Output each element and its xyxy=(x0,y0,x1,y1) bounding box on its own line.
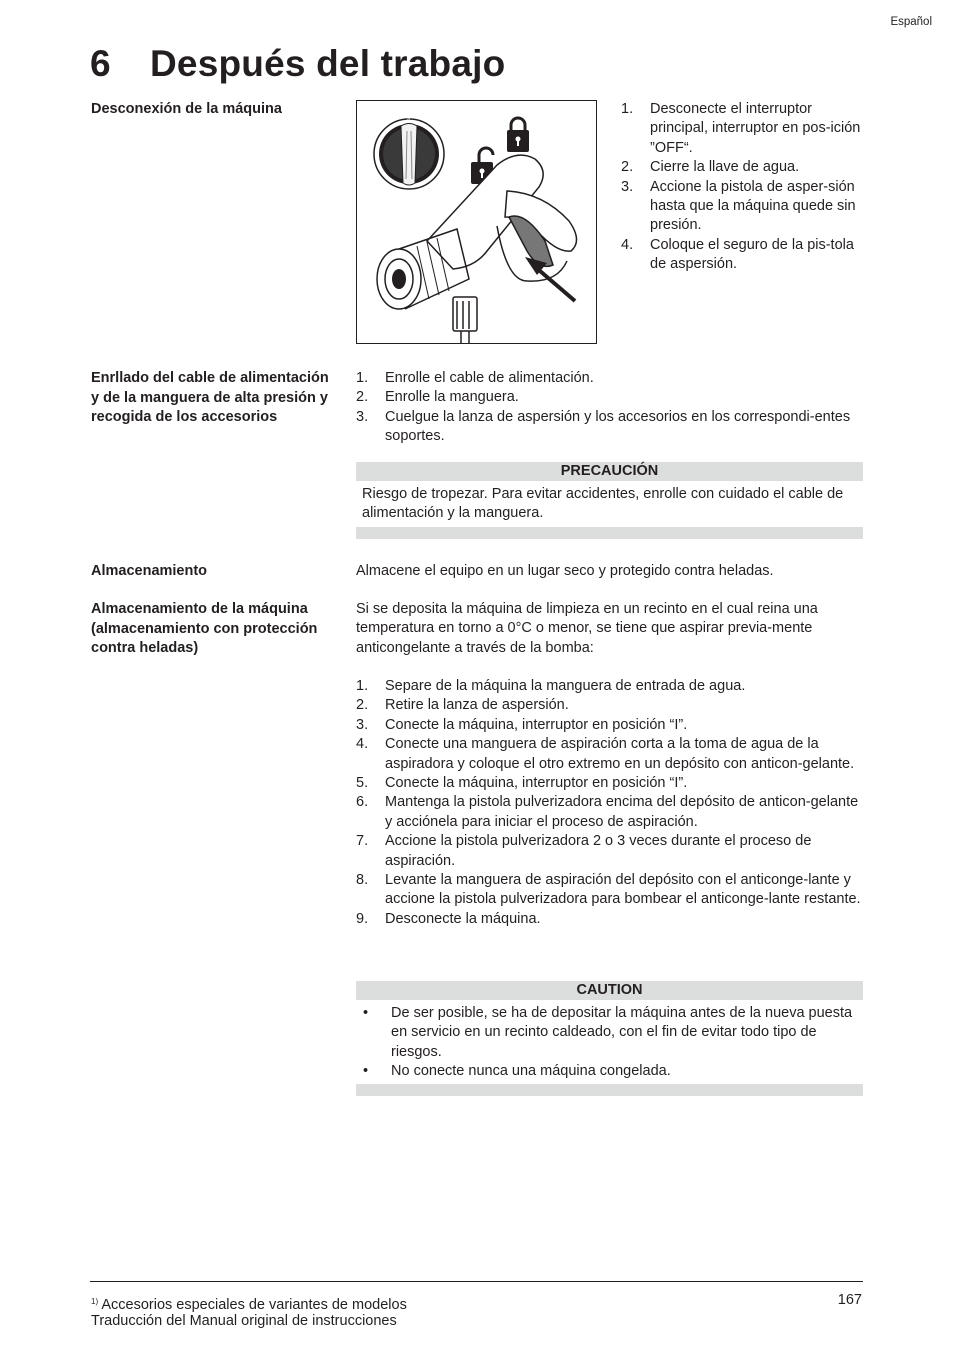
section-heading-frost: Almacenamiento de la máquina (almacenamiento con protección contra heladas) xyxy=(91,601,318,656)
list-item: 8. Levante la manguera de aspiración del depósito con el anticonge-lante y accione la pistola pulverizadora para bombear el anticonge-lante restante. xyxy=(356,872,861,908)
caution-title: CAUTION xyxy=(356,981,863,1000)
list-item: 3. Conecte la máquina, interruptor en posición “I”. xyxy=(356,716,688,733)
svg-text:0: 0 xyxy=(407,119,411,125)
spray-gun-figure xyxy=(356,100,597,344)
main-switch-icon xyxy=(374,119,444,189)
footer-rule xyxy=(90,1281,863,1282)
footnote-mark: 1) xyxy=(91,1297,99,1306)
list-item: 6. Mantenga la pistola pulverizadora encima del depósito de anticon-gelante y acciónela para iniciar el proceso de aspiración. xyxy=(356,794,859,830)
list-item: 1. Desconecte el interruptor principal, interruptor en pos-ición ”OFF“. xyxy=(621,101,861,156)
coiling-list xyxy=(356,369,866,447)
coiling-steps xyxy=(356,369,866,447)
disconnect-list xyxy=(621,100,861,275)
list-item: 2. Enrolle la manguera. xyxy=(356,389,519,406)
list-item: 1. Separe de la máquina la manguera de entrada de agua. xyxy=(356,678,746,694)
chapter-title: Después del trabajo xyxy=(150,43,506,84)
disconnect-steps xyxy=(621,100,861,275)
lock-closed-icon xyxy=(507,118,529,152)
list-item: 9. Desconecte la máquina. xyxy=(356,910,541,927)
language-label: Español xyxy=(890,16,932,28)
storage-text: Almacene el equipo en un lugar seco y protegido contra heladas. xyxy=(356,563,774,579)
list-item: • De ser posible, se ha de depositar la máquina antes de la nueva puesta en servicio en un recinto caldeado, con el fin de evitar todo tipo de riesgos. xyxy=(363,1005,853,1060)
spray-gun-body xyxy=(427,155,577,281)
list-item: 3. Accione la pistola de asper-sión hasta que la máquina quede sin presión. xyxy=(621,178,856,234)
frost-list xyxy=(356,677,867,929)
warning-text: Riesgo de tropezar. Para evitar accidentes, enrolle con cuidado el cable de alimentación y la manguera. xyxy=(362,486,844,522)
footnote-text: Accesorios especiales de variantes de modelos xyxy=(101,1297,407,1313)
section-heading-disconnect: Desconexión de la máquina xyxy=(91,101,282,117)
list-item: 7. Accione la pistola pulverizadora 2 o 3 veces durante el proceso de aspiración. xyxy=(356,833,812,869)
frost-intro: Si se deposita la máquina de limpieza en un recinto en el cual reina una temperatura en torno a 0°C o menor, se tiene que aspirar previa-mente anticongelante a través de la bomba: xyxy=(356,601,818,656)
hose-connector-icon xyxy=(453,297,477,343)
translation-note: Traducción del Manual original de instrucciones xyxy=(91,1313,397,1329)
list-item: 4. Conecte una manguera de aspiración corta a la toma de agua de la aspiradora y coloque el otro extremo en un depósito con anticon-gelante. xyxy=(356,736,855,772)
section-heading-coiling: Enrllado del cable de alimentación y de la manguera de alta presión y recogida de los accesorios xyxy=(91,370,329,425)
list-item: • No conecte nunca una máquina congelada. xyxy=(363,1063,671,1080)
list-item: 3. Cuelgue la lanza de aspersión y los accesorios en los correspondi-entes soportes. xyxy=(356,408,851,445)
list-item: 2. Retire la lanza de aspersión. xyxy=(356,697,569,714)
warning-title: PRECAUCIÓN xyxy=(356,462,863,481)
frost-steps xyxy=(356,677,867,929)
section-heading-storage: Almacenamiento xyxy=(91,563,208,579)
list-item: 5. Conecte la máquina, interruptor en posición “I”. xyxy=(356,775,688,792)
chapter-number: 6 xyxy=(90,43,111,84)
caution-list xyxy=(356,1004,856,1082)
list-item: 4. Coloque el seguro de la pis-tola de aspersión. xyxy=(621,236,854,273)
page-number: 167 xyxy=(837,1292,862,1308)
caution-content xyxy=(356,1004,856,1082)
chapter-heading xyxy=(90,40,505,88)
caution-end-bar xyxy=(356,1084,863,1096)
list-item: 2. Cierre la llave de agua. xyxy=(621,159,800,176)
list-item: 1. Enrolle el cable de alimentación. xyxy=(356,370,594,386)
spray-gun-illustration xyxy=(357,101,596,343)
warning-end-bar xyxy=(356,527,863,539)
